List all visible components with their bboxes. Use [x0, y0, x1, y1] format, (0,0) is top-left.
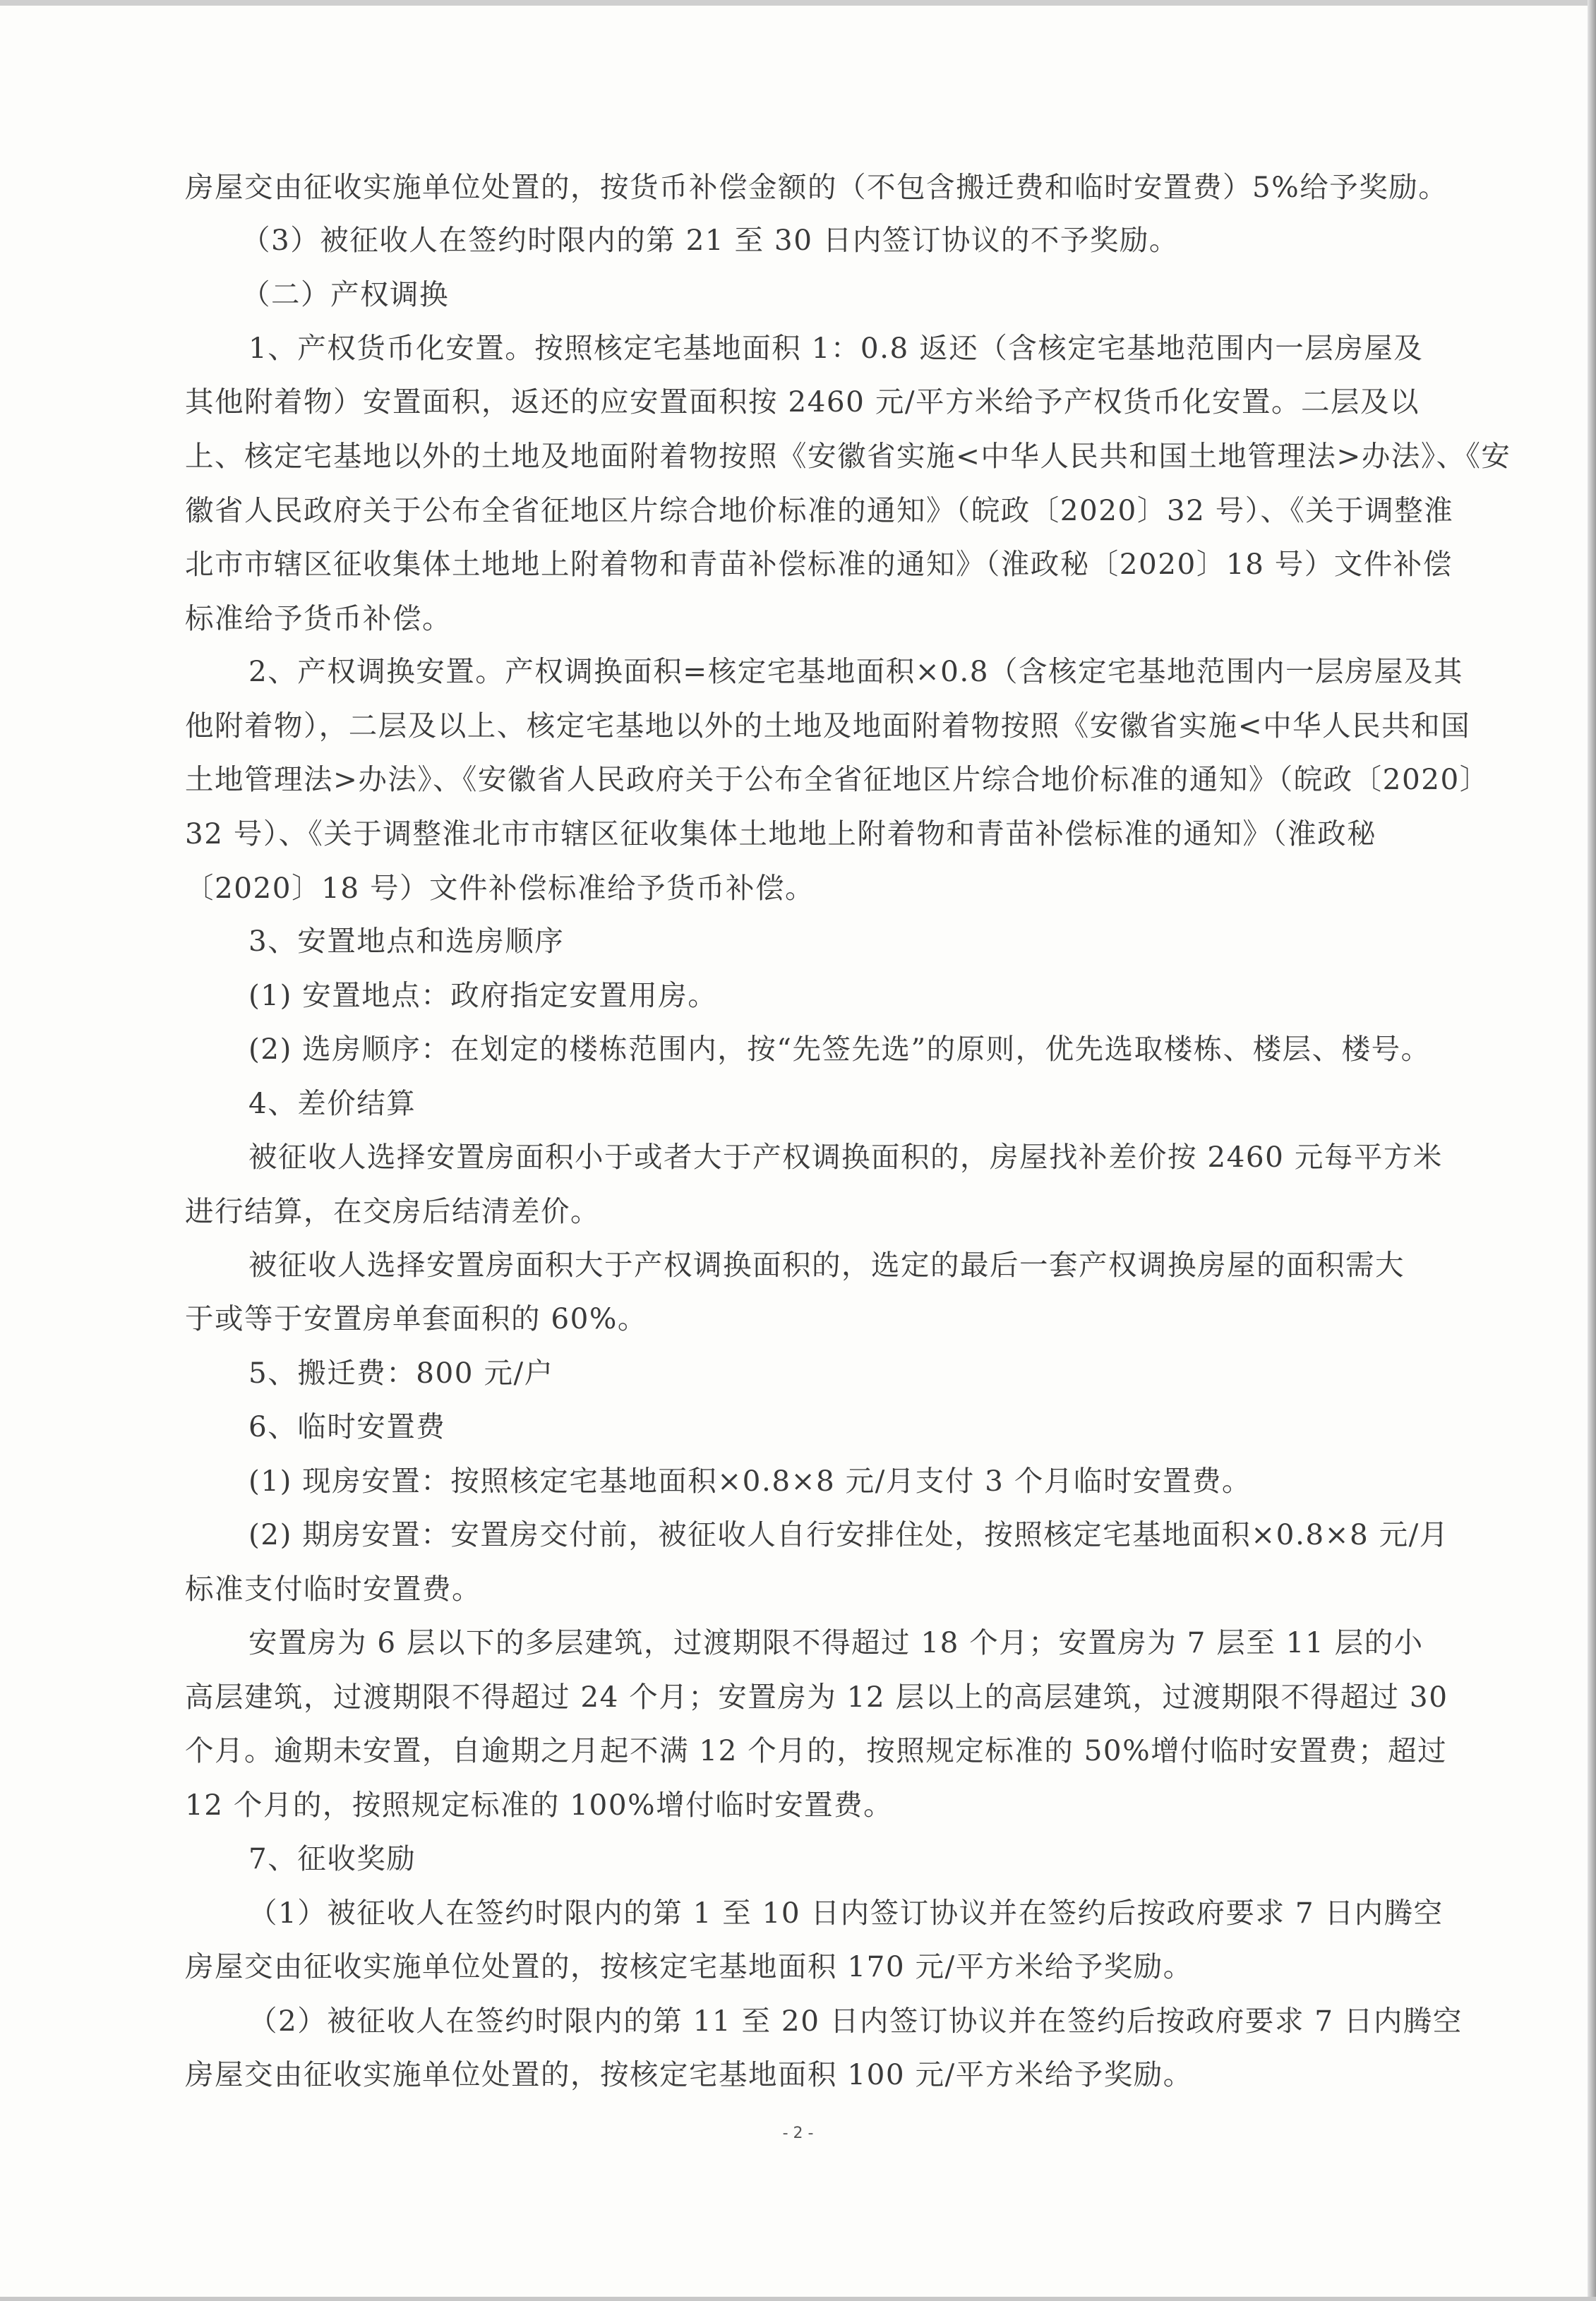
text-line: 高层建筑，过渡期限不得超过 24 个月；安置房为 12 层以上的高层建筑，过渡期限不得超过 30 — [185, 1680, 1448, 1714]
text-line: 房屋交由征收实施单位处置的，按核定宅基地面积 100 元/平方米给予奖励。 — [185, 2057, 1193, 2091]
text-line: 2、产权调换安置。产权调换面积=核定宅基地面积×0.8（含核定宅基地范围内一层房屋及其 — [248, 654, 1464, 688]
text-line: 标准支付临时安置费。 — [185, 1572, 481, 1606]
text-line: (1) 安置地点：政府指定安置用房。 — [248, 978, 718, 1012]
text-line: 房屋交由征收实施单位处置的，按货币补偿金额的（不包含搬迁费和临时安置费）5%给予奖励。 — [185, 170, 1448, 204]
text-line: 安置房为 6 层以下的多层建筑，过渡期限不得超过 18 个月；安置房为 7 层至 11 层的小 — [248, 1626, 1424, 1659]
section-heading: 6、临时安置费 — [248, 1410, 446, 1443]
text-line: 12 个月的，按照规定标准的 100%增付临时安置费。 — [185, 1788, 894, 1822]
text-line: 于或等于安置房单套面积的 60%。 — [185, 1302, 647, 1335]
page-number: - 2 - — [782, 2125, 814, 2142]
text-line: 其他附着物）安置面积，返还的应安置面积按 2460 元/平方米给予产权货币化安置。二层及以 — [185, 385, 1420, 419]
text-line: 他附着物），二层及以上、核定宅基地以外的土地及地面附着物按照《安徽省实施<中华人民共和国 — [185, 709, 1471, 743]
text-line: 进行结算，在交房后结清差价。 — [185, 1194, 600, 1228]
section-heading: 4、差价结算 — [248, 1086, 416, 1120]
section-heading: 3、安置地点和选房顺序 — [248, 924, 565, 958]
text-line: （1）被征收人在签约时限内的第 1 至 10 日内签订协议并在签约后按政府要求 7 日内腾空 — [248, 1896, 1444, 1930]
section-heading: 7、征收奖励 — [248, 1842, 416, 1875]
scan-edge-right — [1588, 0, 1596, 2301]
text-line: 房屋交由征收实施单位处置的，按核定宅基地面积 170 元/平方米给予奖励。 — [185, 1949, 1193, 1983]
text-line: (2) 期房安置：安置房交付前，被征收人自行安排住处，按照核定宅基地面积×0.8×8 元/月 — [248, 1518, 1449, 1551]
text-line: 徽省人民政府关于公布全省征地区片综合地价标准的通知》（皖政〔2020〕32 号）、《关于调整淮 — [185, 493, 1454, 527]
text-line: 个月。逾期未安置，自逾期之月起不满 12 个月的，按照规定标准的 50%增付临时安置费；超过 — [185, 1734, 1448, 1767]
scan-edge-bottom — [0, 2297, 1596, 2301]
text-line: 被征收人选择安置房面积小于或者大于产权调换面积的，房屋找补差价按 2460 元每平方米 — [248, 1140, 1443, 1174]
text-line: 32 号）、《关于调整淮北市市辖区征收集体土地地上附着物和青苗补偿标准的通知》（淮政秘 — [185, 817, 1377, 851]
text-line: (2) 选房顺序：在划定的楼栋范围内，按“先签先选”的原则，优先选取楼栋、楼层、楼号。 — [248, 1032, 1431, 1066]
text-line: （2）被征收人在签约时限内的第 11 至 20 日内签订协议并在签约后按政府要求 7 日内腾空 — [248, 2004, 1463, 2038]
text-line: (1) 现房安置：按照核定宅基地面积×0.8×8 元/月支付 3 个月临时安置费。 — [248, 1464, 1252, 1498]
text-line: 上、核定宅基地以外的土地及地面附着物按照《安徽省实施<中华人民共和国土地管理法>办法》、《安 — [185, 439, 1511, 473]
text-line: 北市市辖区征收集体土地地上附着物和青苗补偿标准的通知》（淮政秘〔2020〕18 号）文件补偿 — [185, 547, 1453, 581]
scan-edge-top — [0, 0, 1596, 6]
text-line: 标准给予货币补偿。 — [185, 601, 452, 635]
section-heading: 5、搬迁费：800 元/户 — [248, 1356, 554, 1390]
section-heading: （二）产权调换 — [241, 277, 449, 311]
text-line: 〔2020〕18 号）文件补偿标准给予货币补偿。 — [185, 871, 815, 905]
text-line: 1、产权货币化安置。按照核定宅基地面积 1：0.8 返还（含核定宅基地范围内一层房屋及 — [248, 331, 1424, 365]
text-line: 被征收人选择安置房面积大于产权调换面积的，选定的最后一套产权调换房屋的面积需大 — [248, 1248, 1405, 1282]
text-line: （3）被征收人在签约时限内的第 21 至 30 日内签订协议的不予奖励。 — [241, 223, 1179, 257]
text-line: 土地管理法>办法》、《安徽省人民政府关于公布全省征地区片综合地价标准的通知》（皖政〔2020〕 — [185, 762, 1489, 796]
